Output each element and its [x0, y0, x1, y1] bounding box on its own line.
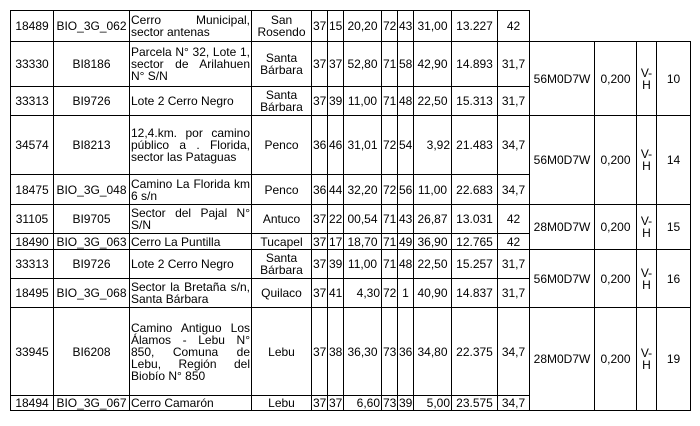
site-id: 33313	[11, 87, 54, 116]
lat-min: 38	[328, 308, 344, 396]
lon-deg: 71	[382, 87, 398, 116]
power-value: 0,200	[595, 308, 637, 411]
value-h: 34,7	[498, 175, 530, 205]
municipality: Penco	[252, 116, 312, 175]
site-code: BI8213	[54, 116, 130, 175]
channel-number: 15	[657, 205, 691, 250]
site-code: BIO_3G_068	[54, 279, 130, 308]
lat-sec: 00,54	[344, 205, 382, 234]
lat-sec: 36,30	[344, 308, 382, 396]
lon-min: 54	[398, 116, 414, 175]
lat-deg: 37	[313, 396, 327, 410]
table-row	[11, 308, 691, 396]
site-address: Camino Antiguo Los Álamos - Lebu N° 850, Comuna de Lebu, Región del Biobío N° 850	[130, 308, 252, 396]
lat-deg: 37	[312, 87, 328, 116]
lat-min: 39	[328, 87, 344, 116]
table-row	[11, 250, 691, 279]
lon-deg: 72	[382, 279, 398, 308]
lon-deg: 73	[383, 396, 397, 410]
lon-min: 58	[398, 42, 414, 87]
lon-min: 1	[398, 279, 414, 308]
municipality: Lebu	[252, 308, 312, 396]
power-value: 0,200	[595, 42, 637, 116]
site-address: Cerro Municipal, sector antenas	[130, 11, 252, 42]
value-h: 34,7	[498, 116, 530, 175]
lat-sec: 18,70	[344, 234, 382, 250]
lat-sec: 32,20	[344, 175, 382, 205]
lat-min: 37	[329, 396, 343, 410]
lon-deg: 72	[382, 116, 398, 175]
municipality: Santa Bárbara	[252, 87, 312, 116]
lat-deg: 37	[312, 279, 328, 308]
lon-min: 49	[399, 234, 413, 249]
power-value: 0,200	[595, 205, 637, 250]
lat-deg: 37	[312, 11, 328, 42]
municipality: Lebu	[252, 396, 312, 411]
lon-deg: 71	[382, 205, 398, 234]
distance-value: 22.683	[452, 175, 498, 205]
lat-min: 39	[328, 250, 344, 279]
lat-deg: 37	[313, 234, 327, 249]
channel-number: 10	[657, 42, 691, 116]
distance-value: 14.893	[452, 42, 498, 87]
lat-sec: 11,00	[344, 87, 382, 116]
polarization: V-H	[637, 116, 657, 205]
lat-min: 15	[328, 11, 344, 42]
lat-deg: 37	[312, 308, 328, 396]
lon-deg: 71	[382, 250, 398, 279]
site-id: 18495	[11, 279, 54, 308]
site-code: BIO_3G_048	[54, 175, 130, 205]
distance-value: 13.031	[452, 205, 498, 234]
lat-sec: 4,30	[344, 279, 382, 308]
lon-min: 43	[398, 205, 414, 234]
lat-deg: 36	[312, 175, 328, 205]
site-id: 33330	[11, 42, 54, 87]
distance-value: 15.313	[452, 87, 498, 116]
site-address: Cerro Camarón	[130, 396, 252, 411]
site-address: 12,4.km. por camino público a . Florida, sector las Pataguas	[130, 116, 252, 175]
site-address: Parcela N° 32, Lote 1, sector de Arilahuen N° S/N	[130, 42, 252, 87]
power-value: 0,200	[595, 116, 637, 205]
distance-value: 13.227	[452, 11, 498, 42]
value-h: 31,7	[498, 250, 530, 279]
distance-value: 22.375	[452, 308, 498, 396]
lat-sec: 6,60	[344, 396, 382, 411]
distance-value: 12.765	[452, 234, 498, 250]
lon-sec: 36,90	[414, 234, 452, 250]
lon-sec: 42,90	[414, 42, 452, 87]
site-id: 18475	[11, 175, 54, 205]
power-value: 0,200	[595, 250, 637, 308]
lon-sec: 22,50	[414, 87, 452, 116]
value-h: 34,7	[498, 308, 530, 396]
site-address: Cerro La Puntilla	[130, 234, 252, 250]
channel-number: 19	[657, 308, 691, 411]
emission-designator: 28M0D7W	[530, 205, 595, 250]
distance-value: 14.837	[452, 279, 498, 308]
site-id: 33313	[11, 250, 54, 279]
lon-sec: 11,00	[414, 175, 452, 205]
lon-deg: 73	[382, 308, 398, 396]
site-code: BI6208	[54, 308, 130, 396]
municipality: Santa Bárbara	[252, 250, 312, 279]
polarization: V-H	[637, 42, 657, 116]
channel-number: 14	[657, 116, 691, 205]
lat-sec: 52,80	[344, 42, 382, 87]
value-h: 34,7	[498, 396, 530, 411]
lon-sec: 34,80	[414, 308, 452, 396]
site-id: 33945	[11, 308, 54, 396]
site-code: BI9726	[54, 87, 130, 116]
distance-value: 21.483	[452, 116, 498, 175]
site-code: BIO_3G_063	[54, 234, 130, 250]
lon-deg: 72	[382, 11, 398, 42]
site-id: 18489	[11, 11, 54, 42]
lon-min: 43	[398, 11, 414, 42]
site-code: BI8186	[54, 42, 130, 87]
table-row	[11, 42, 691, 87]
value-h: 42	[498, 11, 530, 42]
document-page	[10, 10, 690, 416]
lon-min: 48	[398, 87, 414, 116]
lat-sec: 11,00	[344, 250, 382, 279]
value-h: 42	[498, 205, 530, 234]
municipality: Tucapel	[252, 234, 312, 250]
lat-deg: 36	[312, 116, 328, 175]
polarization: V-H	[637, 308, 657, 411]
site-address: Camino La Florida km 6 s/n	[131, 176, 250, 203]
lat-deg: 37	[312, 250, 328, 279]
lat-min: 44	[328, 175, 344, 205]
empty-cell	[530, 11, 691, 42]
lat-min: 37	[328, 42, 344, 87]
lat-min: 17	[329, 234, 343, 249]
lat-deg: 37	[312, 42, 328, 87]
lon-sec: 40,90	[414, 279, 452, 308]
site-code: BI9705	[54, 205, 130, 234]
lon-min: 48	[398, 250, 414, 279]
emission-designator: 28M0D7W	[530, 308, 595, 411]
municipality: Penco	[252, 175, 312, 205]
lon-deg: 71	[382, 42, 398, 87]
lon-sec: 22,50	[414, 250, 452, 279]
site-code: BIO_3G_062	[54, 11, 130, 42]
lon-sec: 5,00	[414, 396, 452, 411]
site-code: BIO_3G_067	[54, 396, 130, 411]
value-h: 42	[498, 234, 530, 250]
municipality: Antuco	[252, 205, 312, 234]
site-code: BI9726	[54, 250, 130, 279]
lon-min: 36	[398, 308, 414, 396]
table-row	[11, 116, 691, 175]
polarization: V-H	[637, 205, 657, 250]
lat-min: 46	[328, 116, 344, 175]
table-row	[11, 205, 691, 234]
site-table	[10, 10, 691, 411]
site-address: Sector la Bretaña s/n, Santa Bárbara	[131, 280, 250, 306]
value-h: 31,7	[498, 42, 530, 87]
lat-deg: 37	[312, 205, 328, 234]
channel-number: 16	[657, 250, 691, 308]
distance-value: 15.257	[452, 250, 498, 279]
site-address: Sector del Pajal N° S/N	[131, 206, 250, 232]
lon-sec: 26,87	[414, 205, 452, 234]
municipality: Quilaco	[252, 279, 312, 308]
emission-designator: 56M0D7W	[530, 116, 595, 205]
emission-designator: 56M0D7W	[530, 42, 595, 116]
site-id: 31105	[11, 205, 54, 234]
lon-min: 56	[398, 175, 414, 205]
lat-min: 22	[328, 205, 344, 234]
lon-sec: 31,00	[414, 11, 452, 42]
site-id: 18494	[11, 396, 54, 411]
lon-deg: 71	[383, 234, 397, 249]
lon-sec: 3,92	[414, 116, 452, 175]
lat-min: 41	[328, 279, 344, 308]
distance-value: 23.575	[452, 396, 498, 411]
municipality: San Rosendo	[252, 11, 312, 42]
lat-sec: 20,20	[344, 11, 382, 42]
municipality: Santa Bárbara	[252, 42, 312, 87]
site-address: Lote 2 Cerro Negro	[130, 87, 252, 116]
value-h: 31,7	[498, 87, 530, 116]
emission-designator: 56M0D7W	[530, 250, 595, 308]
table-row	[11, 11, 691, 42]
value-h: 31,7	[498, 279, 530, 308]
lat-sec: 31,01	[344, 116, 382, 175]
polarization: V-H	[637, 250, 657, 308]
site-id: 34574	[11, 116, 54, 175]
site-address: Lote 2 Cerro Negro	[130, 250, 252, 279]
lon-deg: 72	[382, 175, 398, 205]
site-id: 18490	[11, 234, 54, 250]
lon-min: 39	[399, 396, 413, 410]
